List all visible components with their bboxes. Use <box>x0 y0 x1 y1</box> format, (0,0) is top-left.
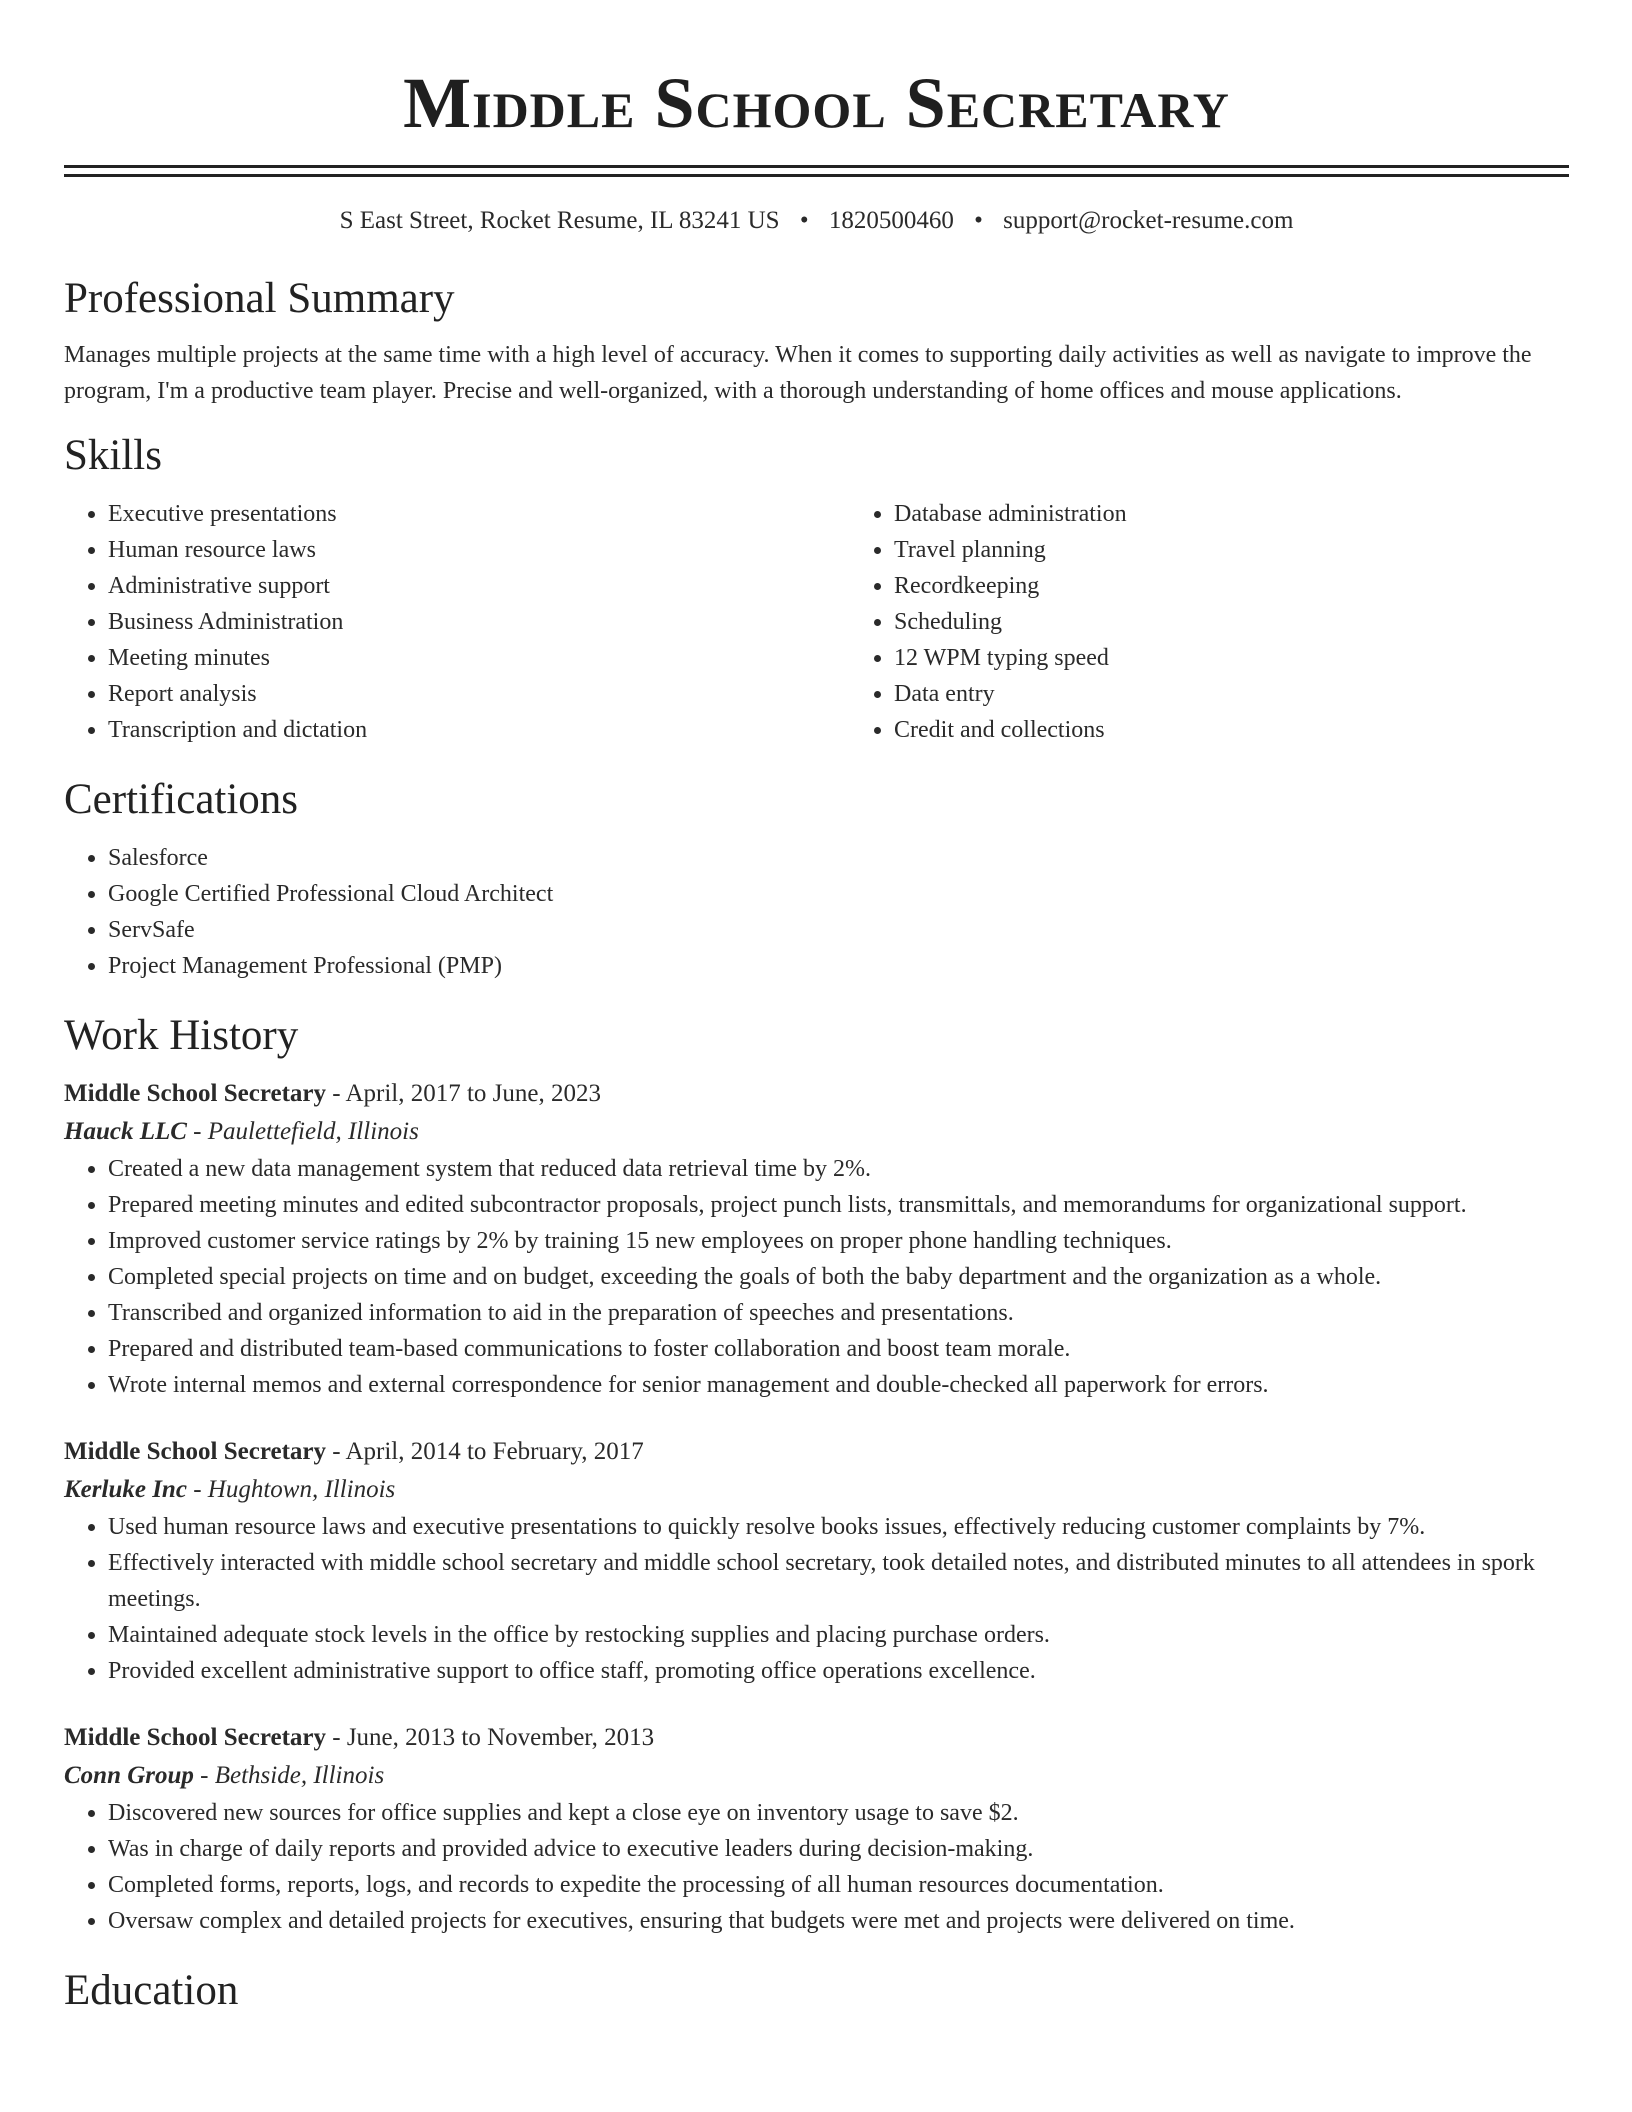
job-bullet: • Completed forms, reports, logs, and records to expedite the processing of all human resources documentation. <box>108 1867 1569 1903</box>
job-bullet: • Completed special projects on time and on budget, exceeding the goals of both the baby department and the organization as a whole. <box>108 1259 1569 1295</box>
skill-item: • Transcription and dictation <box>108 712 850 748</box>
education-section <box>64 1965 1569 2017</box>
job-entry <box>64 1719 1569 1939</box>
skill-item: • Travel planning <box>894 532 1632 568</box>
skill-item: • Human resource laws <box>108 532 850 568</box>
certifications-heading: Certifications <box>64 776 299 823</box>
certification-item: • ServSafe <box>108 912 1569 948</box>
job-bullet: • Used human resource laws and executive presentations to quickly resolve books issues, effectively reducing customer complaints by 7%. <box>108 1509 1569 1545</box>
job-dates: - April, 2014 to February, 2017 <box>326 1438 644 1465</box>
job-title-line <box>64 1719 1569 1757</box>
skills-list-left <box>64 496 850 748</box>
job-bullet: • Discovered new sources for office supplies and kept a close eye on inventory usage to save $2. <box>108 1795 1569 1831</box>
job-bullet: • Prepared and distributed team-based communications to foster collaboration and boost team morale. <box>108 1331 1569 1367</box>
job-entry <box>64 1433 1569 1689</box>
job-company-line <box>64 1757 1569 1795</box>
job-location: - Hughtown, Illinois <box>186 1476 396 1503</box>
contact-separator: • <box>799 207 809 234</box>
job-bullet: • Effectively interacted with middle school secretary and middle school secretary, took detailed notes, and distributed minutes to all attendees in spork meetings. <box>108 1545 1569 1617</box>
job-bullets <box>64 1509 1569 1689</box>
job-bullet: • Provided excellent administrative support to office staff, promoting office operations excellence. <box>108 1653 1569 1689</box>
contact-separator: • <box>974 207 983 234</box>
job-bullet: • Was in charge of daily reports and provided advice to executive leaders during decision-making. <box>108 1831 1569 1867</box>
job-bullets <box>64 1151 1569 1403</box>
job-dates: - June, 2013 to November, 2013 <box>326 1724 655 1751</box>
work-history-heading: Work History <box>64 1012 299 1059</box>
education-heading: Education <box>64 1967 239 2014</box>
job-dates: - April, 2017 to June, 2023 <box>326 1080 601 1107</box>
contact-line <box>64 205 1569 237</box>
skill-item: • Business Administration <box>108 604 850 640</box>
job-role: Middle School Secretary <box>64 1080 326 1107</box>
job-role: Middle School Secretary <box>64 1438 326 1465</box>
certification-item: • Salesforce <box>108 840 1569 876</box>
job-company: Hauck LLC <box>64 1118 187 1145</box>
title-double-rule <box>64 165 1569 177</box>
work-history-section <box>64 1010 1569 1939</box>
skills-grid <box>64 496 1569 748</box>
job-company: Kerluke Inc <box>64 1476 187 1503</box>
job-entry <box>64 1075 1569 1403</box>
skills-list-right <box>850 496 1632 748</box>
job-title-line <box>64 1075 1569 1113</box>
job-company-line <box>64 1471 1569 1509</box>
skills-section <box>64 430 1569 748</box>
skill-item: • 12 WPM typing speed <box>894 640 1632 676</box>
resume-page <box>64 0 1569 2017</box>
job-bullet: • Created a new data management system that reduced data retrieval time by 2%. <box>108 1151 1569 1187</box>
job-role: Middle School Secretary <box>64 1724 326 1751</box>
job-location: - Bethside, Illinois <box>193 1762 385 1789</box>
job-location: - Paulettefield, Illinois <box>186 1118 419 1145</box>
job-bullets <box>64 1795 1569 1939</box>
job-company: Conn Group <box>64 1762 194 1789</box>
job-company-line <box>64 1113 1569 1151</box>
certification-item: • Project Management Professional (PMP) <box>108 948 1569 984</box>
skill-item: • Report analysis <box>108 676 850 712</box>
job-bullet: • Improved customer service ratings by 2% by training 15 new employees on proper phone handling techniques. <box>108 1223 1569 1259</box>
job-bullet: • Prepared meeting minutes and edited subcontractor proposals, project punch lists, transmittals, and memorandums for organizational support. <box>108 1187 1569 1223</box>
skill-item: • Executive presentations <box>108 496 850 532</box>
certifications-list <box>64 840 1569 984</box>
contact-address: S East Street, Rocket Resume, IL 83241 US <box>339 207 780 234</box>
skills-heading: Skills <box>64 432 162 479</box>
job-bullet: • Oversaw complex and detailed projects for executives, ensuring that budgets were met and projects were delivered on time. <box>108 1903 1569 1939</box>
skill-item: • Scheduling <box>894 604 1632 640</box>
certifications-section <box>64 774 1569 984</box>
skill-item: • Recordkeeping <box>894 568 1632 604</box>
job-bullet: • Maintained adequate stock levels in the office by restocking supplies and placing purchase orders. <box>108 1617 1569 1653</box>
certification-item: • Google Certified Professional Cloud Architect <box>108 876 1569 912</box>
skill-item: • Credit and collections <box>894 712 1632 748</box>
summary-section <box>64 273 1569 409</box>
job-bullet: • Transcribed and organized information to aid in the preparation of speeches and presentations. <box>108 1295 1569 1331</box>
contact-email: support@rocket-resume.com <box>1003 207 1294 234</box>
skill-item: • Database administration <box>894 496 1632 532</box>
skill-item: • Data entry <box>894 676 1632 712</box>
contact-phone: 1820500460 <box>828 207 954 234</box>
skill-item: • Meeting minutes <box>108 640 850 676</box>
summary-heading: Professional Summary <box>64 275 455 322</box>
job-title-line <box>64 1433 1569 1471</box>
job-bullet: • Wrote internal memos and external correspondence for senior management and double-checked all paperwork for errors. <box>108 1367 1569 1403</box>
summary-text: Manages multiple projects at the same time with a high level of accuracy. When it comes to supporting daily activities as well as navigate to improve the program, I'm a productive team player. Precise and well-organized, with a thorough understanding of home offices and mouse applications. <box>64 342 1532 404</box>
skill-item: • Administrative support <box>108 568 850 604</box>
resume-title: Middle School Secretary <box>403 63 1230 143</box>
